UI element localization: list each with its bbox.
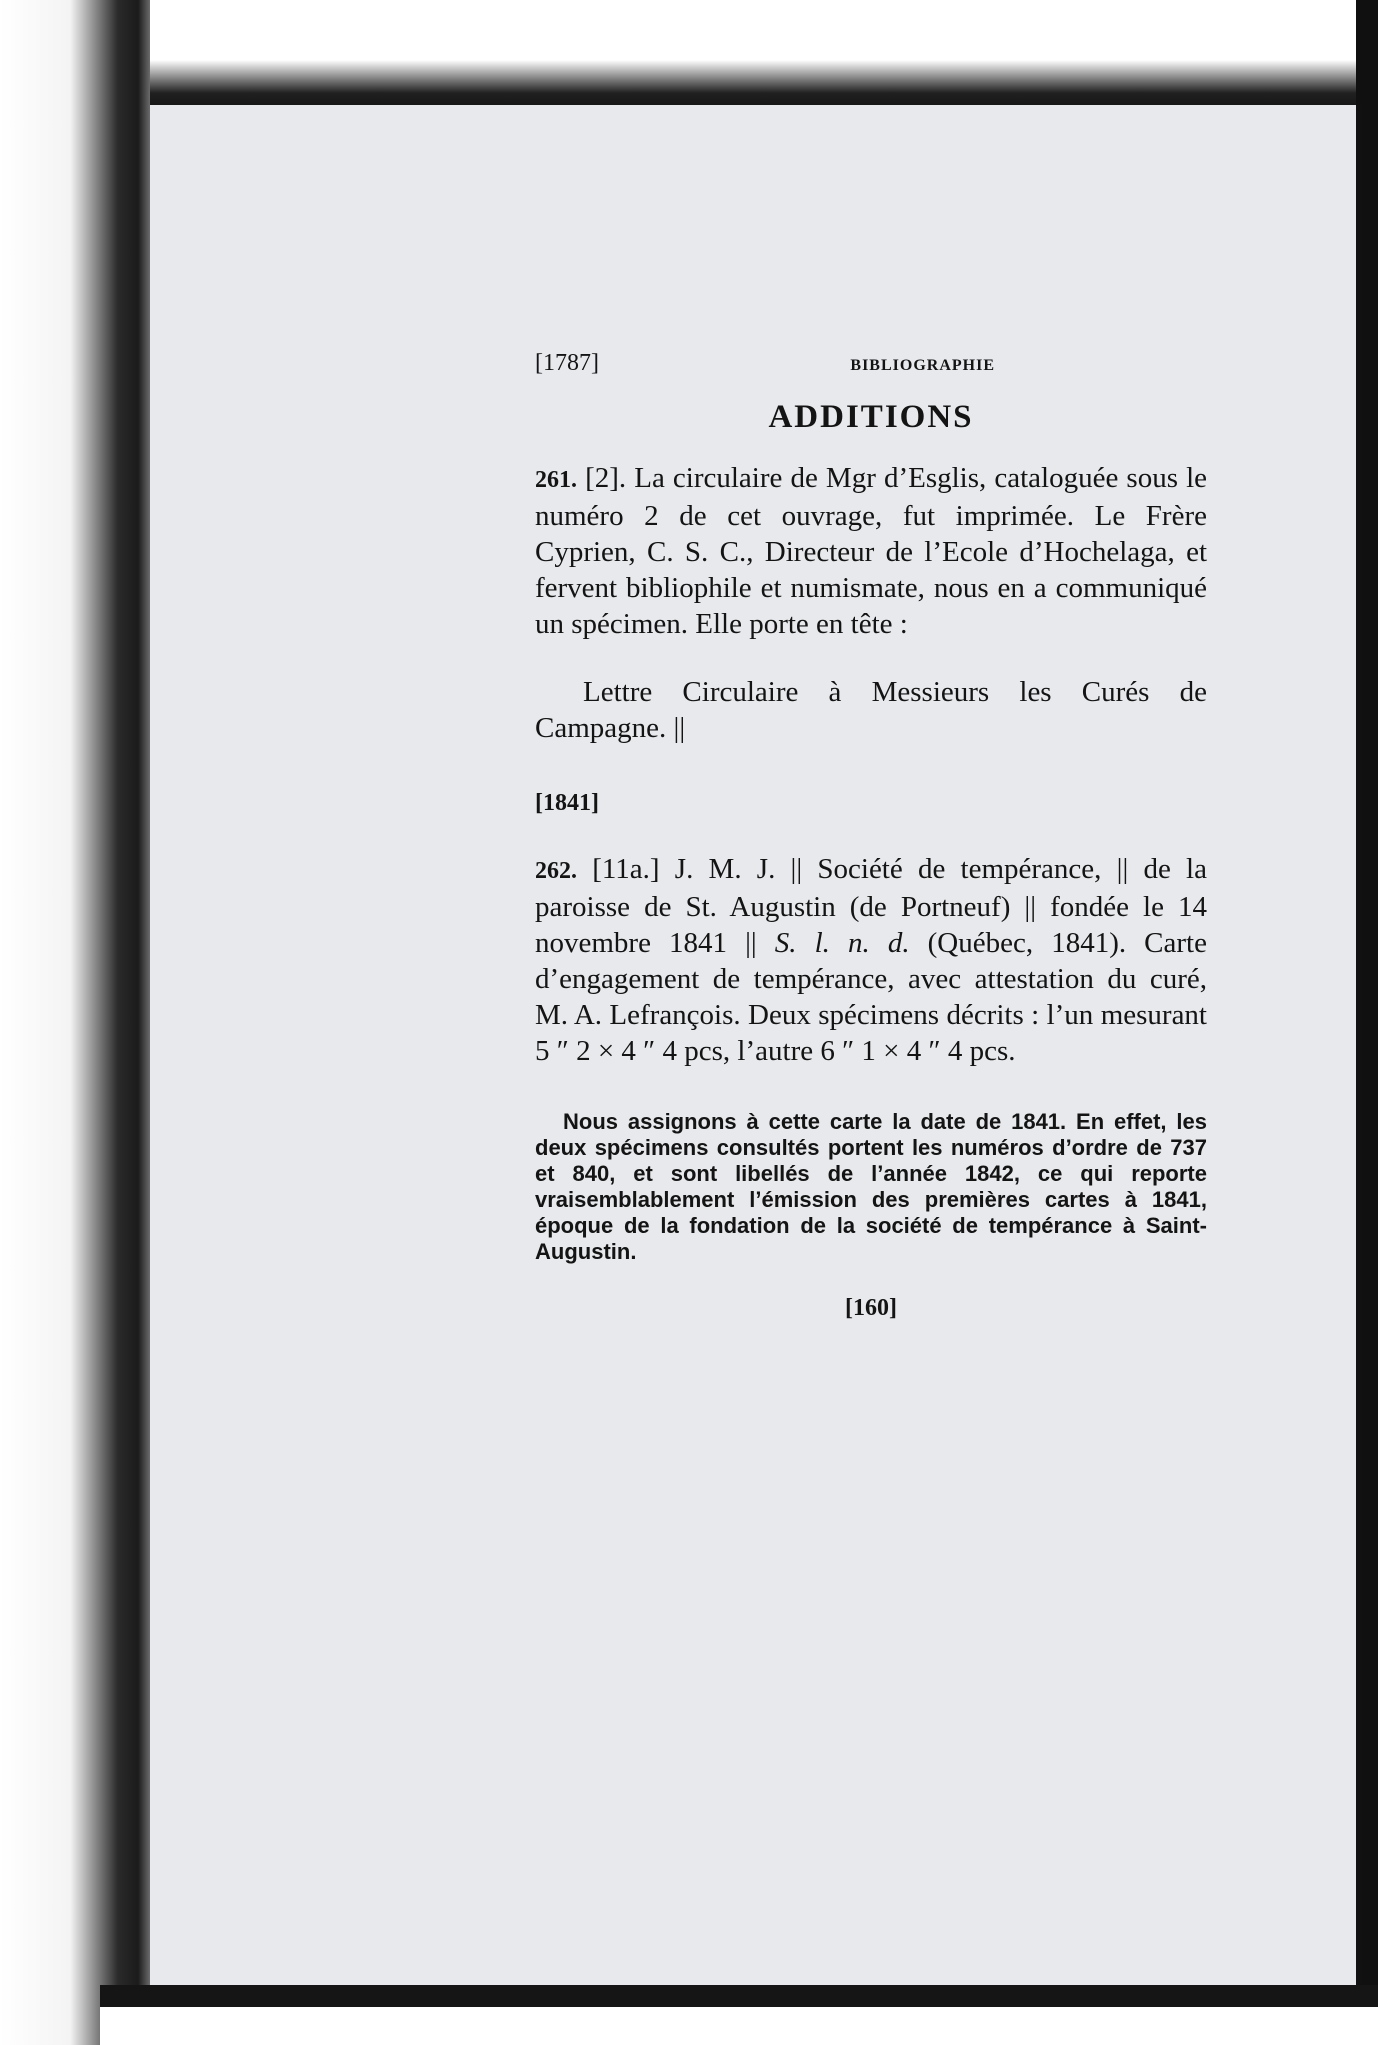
entry-261: [535, 460, 1207, 642]
scan-left-margin: [0, 0, 150, 2045]
entry-262-text-b: (Québec, 1841). Carte d’engagement de tempérance, avec attestation du curé, M. A. Lefrançois. Deux spécimens décrits : l’un mesurant 5 ″ 2 × 4 ″ 4 pcs, l’autre 6 ″ 1 × 4 ″ 4 pcs.: [535, 927, 1207, 1067]
entry-261-text: [2]. La circulaire de Mgr d’Esglis, cataloguée sous le numéro 2 de cet ouvrage, fut imprimée. Le Frère Cyprien, C. S. C., Directeur de l’Ecole d’Hochelaga, et fervent bibliophile et numismate, nous en a communiqué un spécimen. Elle porte en tête :: [535, 462, 1208, 640]
page-content: [535, 350, 1207, 1322]
book-page: [150, 105, 1362, 1990]
entry-261-quote: Lettre Circulaire à Messieurs les Curés de Campagne. ||: [535, 676, 1207, 744]
scan-bottom-margin: [100, 1985, 1378, 2007]
running-head: [535, 350, 995, 377]
entry-261-number: 261.: [535, 467, 577, 493]
header-folio: [1787]: [535, 350, 599, 376]
entry-262-text-a: [11a.] J. M. J. || Société de tempérance, || de la paroisse de St. Augustin (de Portneuf) || fondée le 14 novembre 1841 ||: [535, 853, 1207, 959]
section-title: ADDITIONS: [768, 399, 974, 435]
footer-folio: [160]: [845, 1295, 897, 1321]
year-heading: [1841]: [535, 790, 599, 816]
entry-262: [535, 851, 1207, 1069]
entry-262-imprint: S. l. n. d.: [774, 927, 910, 959]
running-title: BIBLIOGRAPHIE: [850, 357, 995, 374]
entry-262-number: 262.: [535, 858, 577, 884]
editor-note: Nous assignons à cette carte la date de 1841. En effet, les deux spécimens consultés portent les numéros d’ordre de 737 et 840, et sont libellés de l’année 1842, ce qui reporte vraisemblablement l’émission des premières cartes à 1841, époque de la fondation de la société de tempérance à Saint-Augustin.: [535, 1109, 1207, 1264]
